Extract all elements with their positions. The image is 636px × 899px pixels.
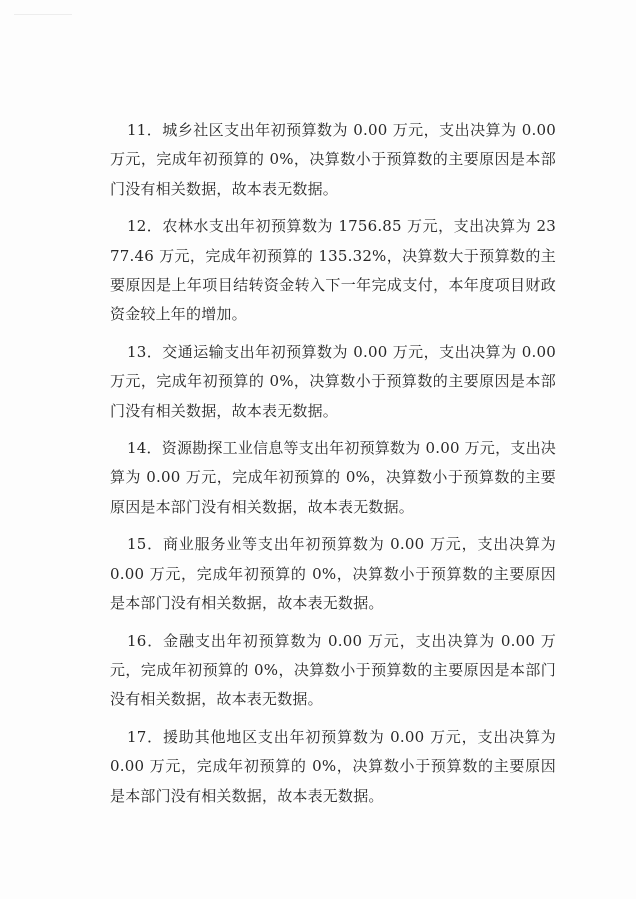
paragraph-17-aid-other-regions: 17．援助其他地区支出年初预算数为 0.00 万元，支出决算为 0.00 万元，完成年初预算的 0%，决算数小于预算数的主要原因是本部门没有相关数据，故本表无数据。: [110, 727, 556, 805]
paragraph-11-urban-rural-community: 11．城乡社区支出年初预算数为 0.00 万元，支出决算为 0.00 万元，完成年初预算的 0%，决算数小于预算数的主要原因是本部门没有相关数据，故本表无数据。: [110, 121, 556, 198]
paragraph-13-transportation: 13．交通运输支出年初预算数为 0.00 万元，支出决算为 0.00 万元，完成年初预算的 0%，决算数小于预算数的主要原因是本部门没有相关数据，故本表无数据。: [110, 342, 556, 420]
paragraph-16-finance: 16．金融支出年初预算数为 0.00 万元，支出决算为 0.00 万元，完成年初预算的 0%，决算数小于预算数的主要原因是本部门没有相关数据，故本表无数据。: [110, 631, 556, 709]
paragraph-15-commerce-services: 15．商业服务业等支出年初预算数为 0.00 万元，支出决算为 0.00 万元，完成年初预算的 0%，决算数小于预算数的主要原因是本部门没有相关数据，故本表无数据。: [110, 535, 556, 613]
document-body: [110, 116, 556, 819]
paragraph-14-resource-exploration-industry: 14．资源勘探工业信息等支出年初预算数为 0.00 万元，支出决算为 0.00 万元，完成年初预算的 0%，决算数小于预算数的主要原因是本部门没有相关数据，故本表无数据。: [110, 439, 556, 516]
paragraph-12-agriculture-forestry-water: 12．农林水支出年初预算数为 1756.85 万元，支出决算为 2377.46 万元，完成年初预算的 135.32%，决算数大于预算数的主要原因是上年项目结转资金转入下一年完成支付，本年度项目财政资金较上年的增加。: [110, 217, 556, 324]
scan-edge-mark: [14, 14, 72, 22]
